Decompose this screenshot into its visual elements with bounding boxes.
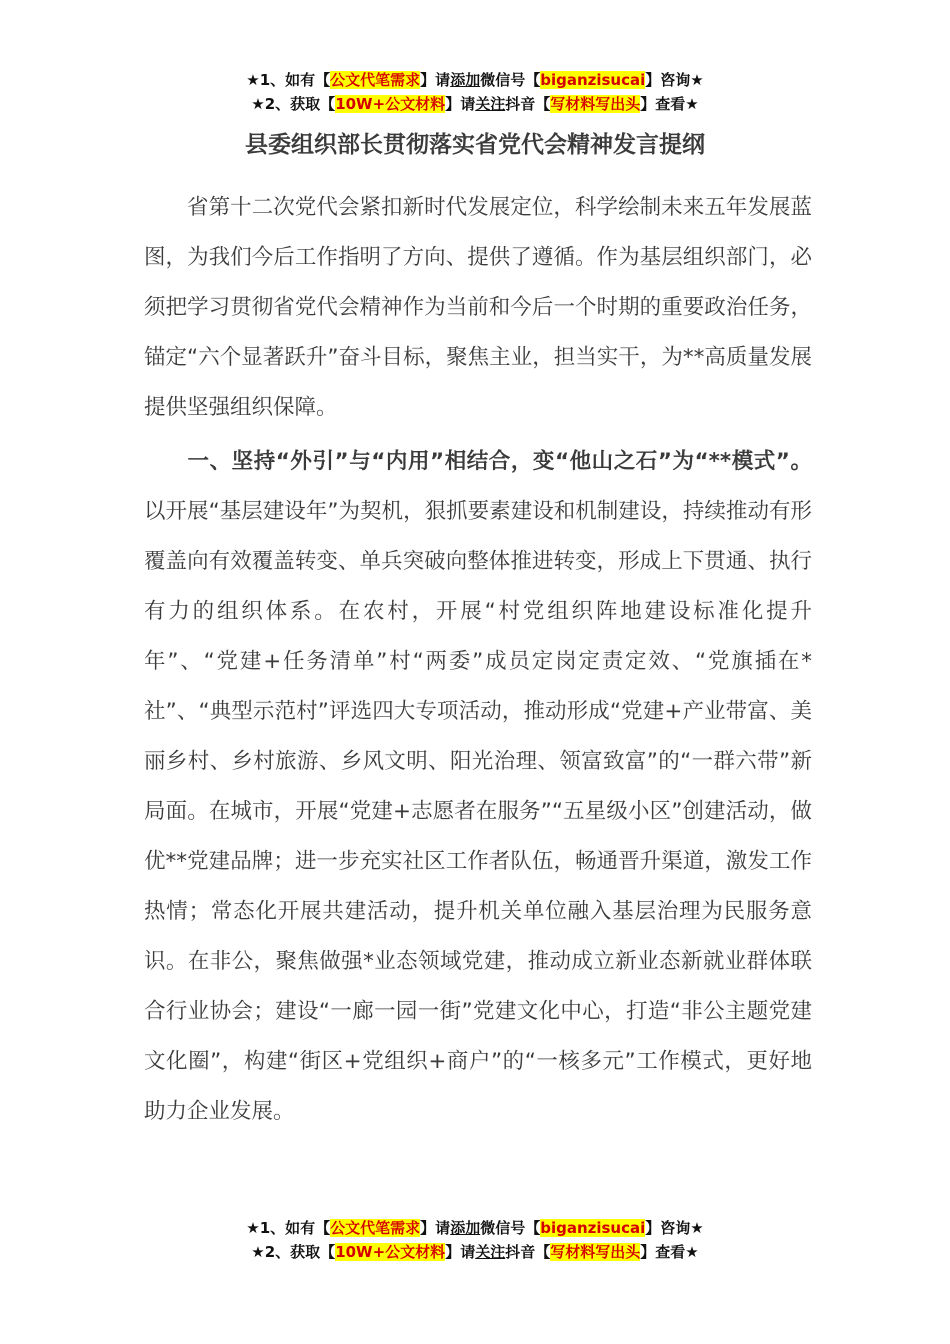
banner-text: ★2、获取【 [251, 1243, 336, 1261]
banner-highlight: 公文代笔需求 [330, 1219, 421, 1237]
banner-text: 】请 [420, 1219, 451, 1237]
banner-text: 】查看★ [640, 1243, 699, 1261]
banner-line-1 [0, 68, 950, 92]
banner-emphasis: 添加 [450, 71, 481, 89]
banner-emphasis: 关注 [475, 95, 506, 113]
section-1-text: 以开展“基层建设年”为契机，狠抓要素建设和机制建设，持续推动有形覆盖向有效覆盖转变、单兵突破向整体推进转变，形成上下贯通、执行有力的组织体系。在农村，开展“村党组织阵地建设标准化提升年”、“党建+任务清单”村“两委”成员定岗定责定效、“党旗插在*社”、“典型示范村”评选四大专项活动，推动形成“党建+产业带富、美丽乡村、乡村旅游、乡风文明、阳光治理、领富致富”的“一群六带”新局面。在城市，开展“党建+志愿者在服务”“五星级小区”创建活动，做优**党建品牌；进一步充实社区工作者队伍，畅通晋升渠道，激发工作热情；常态化开展共建活动，提升机关单位融入基层治理为民服务意识。在非公，聚焦做强*业态领域党建，推动成立新业态新就业群体联合行业协会；建设“一廊一园一街”党建文化中心，打造“非公主题党建文化圈”，构建“街区+党组织+商户”的“一核多元”工作模式，更好地助力企业发展。 [144, 499, 812, 1124]
banner-line-2 [0, 92, 950, 116]
banner-highlight: biganzisucai [540, 71, 646, 89]
banner-text: 】咨询★ [645, 1219, 704, 1237]
banner-highlight: biganzisucai [540, 1219, 646, 1237]
banner-text: 抖音【 [505, 1243, 551, 1261]
banner-text: ★1、如有【 [246, 71, 331, 89]
banner-highlight: 公文代笔需求 [330, 71, 421, 89]
top-banner [0, 68, 950, 116]
bottom-banner [0, 1216, 950, 1264]
banner-text: 】请 [445, 1243, 476, 1261]
banner-text: ★1、如有【 [246, 1219, 331, 1237]
banner-emphasis: 添加 [450, 1219, 481, 1237]
banner-highlight: 10W+公文材料 [335, 1243, 446, 1261]
banner-text: 微信号【 [480, 71, 541, 89]
section-1-paragraph [144, 437, 812, 1137]
banner-text: 微信号【 [480, 1219, 541, 1237]
document-body [144, 183, 812, 1137]
intro-paragraph [144, 183, 812, 433]
banner-text: 】查看★ [640, 95, 699, 113]
banner-emphasis: 关注 [475, 1243, 506, 1261]
intro-text: 省第十二次党代会紧扣新时代发展定位，科学绘制未来五年发展蓝图，为我们今后工作指明了方向、提供了遵循。作为基层组织部门，必须把学习贯彻省党代会精神作为当前和今后一个时期的重要政治任务，锚定“六个显著跃升”奋斗目标，聚焦主业，担当实干，为**高质量发展提供坚强组织保障。 [144, 195, 812, 420]
section-1-heading: 一、坚持“外引”与“内用”相结合，变“他山之石”为“**模式”。 [187, 449, 812, 474]
banner-line-2 [0, 1240, 950, 1264]
banner-text: 】咨询★ [645, 71, 704, 89]
banner-text: 】请 [420, 71, 451, 89]
banner-highlight: 写材料写出头 [550, 1243, 641, 1261]
banner-text: ★2、获取【 [251, 95, 336, 113]
banner-line-1 [0, 1216, 950, 1240]
banner-highlight: 写材料写出头 [550, 95, 641, 113]
banner-highlight: 10W+公文材料 [335, 95, 446, 113]
document-title: 县委组织部长贯彻落实省党代会精神发言提纲 [245, 132, 705, 158]
banner-text: 抖音【 [505, 95, 551, 113]
banner-text: 】请 [445, 95, 476, 113]
